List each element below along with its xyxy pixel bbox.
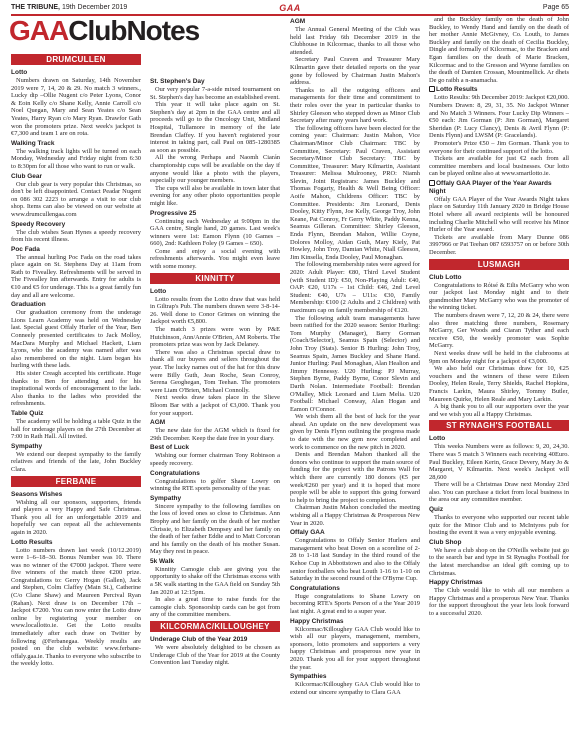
article-paragraph: Kilcormac/Killoughey GAA Club would like to wish all our players, management, members, sponsors, lotto promoters and supporters a very happy Christmas and prosperous new year in 2020. Thank you all for your support throughout the year. [290,625,420,671]
paper-name: THE TRIBUNE, 19th December 2019 [11,4,128,11]
article-paragraph: In also a great time to raise funds for the camogie club. Sponsorship cards can be got from any of the committee members. [150,596,280,619]
article-paragraph: Wishing all our sponsors, supporters, friends and players a very Happy and Safe Christmas. Thank you all for an unforgettable 2019 and hopefully we can repeat all the achievements again in 2020. [11,498,141,536]
masthead [11,4,569,14]
article-paragraph: Wishing our former chairman Tony Robinson a speedy recovery. [150,452,280,467]
section-heading-text: Walking Track [11,139,55,147]
article-paragraph: The new date for the AGM which is fixed for 29th December. Keep the date free in your diary. [150,427,280,442]
section-heading-text: AGM [290,18,306,25]
club-banner-kinnitty: KINNITTY [150,273,280,284]
section-heading-text: Congratulations [150,469,200,477]
article-paragraph: This year it will take place again on St. Stephen's day at 2pm in the GAA centre and all proceeds will go to the Oncology Unit, Midland Hospital, Tullamore in memory of the late Brendan Claffey. If you haven't registered your interest in taking part, call Paul on 085-1280385 as soon as possible. [150,101,280,154]
section-heading-text: Congratulations [290,584,340,592]
article-paragraph: Congratulations to Róisé & Eilis McGarry who won our jackpot last Monday night and to their grandmother Mary McGarry who was the promoter of the winning ticket. [429,281,569,312]
page-number: Page 65 [542,4,569,11]
section-heading [150,636,280,644]
section-heading [150,419,280,427]
club-banner-st-rynagh-s-football: ST RYNAGH'S FOOTBALL [429,420,569,431]
article-paragraph: The club wishes Sean Hynes a speedy recovery from his recent illness. [11,228,141,244]
section-heading-text: Quiz [429,506,444,514]
section-heading [290,529,420,537]
section-heading [429,506,569,514]
article-paragraph: Lotto numbers drawn last week (10/12.2019) were 1–6–18–30. Bonus Number was 10. There was no winner of the €7000 jackpot. There were five winners of the match three €200 prize. Congratulations to: Gerry Hogan (Gallen), Jack and Stephen, Colm Claffey (Main St.), Catherine (C/o Clane Shaw) and Maureen Percival Ryan (Rahan). Next draw is on December 17th – Jackpot €7200. You can now enter the Lotto draw online by registering your member on www.locallotto.ie. Get the Lotto results immediately after each draw on Twitter by following @Ferbanegaa. Weekly results are posted on the club website: www.ferbane-offaly.gaa.ie. Thanks to everyone who subscribe to the weekly lotto. [11,546,141,668]
issue-date: 19th December 2019 [60,4,128,11]
article-paragraph: The academy will be holding a table Quiz in the hall for underage players on the 27th December at 7:00 in Rath Hall. All invited. [11,417,141,441]
section-heading [150,558,280,566]
article-paragraph: The walking track lights will be turned on each Monday, Wednesday and Friday night from 6:30 to 8:30pm for all those who want to run or walk. [11,147,141,170]
article-paragraph: Kilcormac/Killoughey GAA Club would like to extend our sincere sympathy to Clara GAA [290,681,420,696]
section-heading [11,539,141,547]
section-heading [429,86,569,94]
article-paragraph: Numbers drawn on Saturday, 14th November 2019 were 7, 14, 20 & 29. No match 3 winners., Lucky dip –Ollie Nugent c/o Peter Lyons, Conor & Eoin Kelly c/o Shane Kelly, Annie Carroll c/o Noel Quegan, Mary and Sean Yeates c/o Sean Yeates, Harry Ryan c/o Mary Ryan. Drawfor Gath won the promoters prize. Next week's jackpot is €7,300 and team 1 are on rota. [11,77,141,138]
section-heading-text: Sympathies [290,673,327,681]
section-heading [11,246,141,254]
article-paragraph: His sister Creagh accepted his certificate. Huge thanks to Ben for attending and for his inspirational words of encouragement to the lads. Also thanks to the ladies who provided the refreshments. [11,370,141,408]
article-paragraph: This weeks Numbers were as follows: 9, 20, 24,30. There was 5 match 3 Winners each receiving 40Euro. Paul Buckley, Eileen Kerin, Grace Devery, Mary Jo & Margaret, V Kilmartin. Next week's Jackpot will 28,600 [429,443,569,481]
section-heading [150,444,280,452]
section-heading-text: Underage Club of the Year 2019 [150,636,248,644]
section-heading-text: Lotto [11,69,28,76]
section-heading [11,140,141,148]
section-heading-text: Happy Christmas [290,617,344,625]
section-heading-text: Progressive 25 [150,209,197,217]
section-heading [150,495,280,503]
column-4 [429,16,569,728]
article-paragraph: The numbers drawn were 7, 12, 20 & 24, there were also three matching three numbers, Rosemary McGarry, Ger Woods and Ciaran Tyther and each receive €50, the weekly promoter was Sophie McGarry. [429,312,569,350]
article-paragraph: Lotto results from the Lotto draw that was held in Giltrap's Pub. The numbers drawn were 3-8-14-26. Well done to Conor Grimes on winning the Jackpot worth €5,800. [150,295,280,326]
section-heading-text: Best of Luck [150,444,190,452]
section-heading-text: Lotto [429,435,446,443]
section-heading [11,221,141,229]
article-paragraph: We extend our deepest sympathy to the family relatives and friends of the late, John Buckley Clara. [11,450,141,473]
article-paragraph: Sincere sympathy to the following families on the loss of loved ones so close to Christmas. Ann Brophy and her family on the death of her mother Chrissie, to Elizabeth Dempsey and her family on the death of her father Eddie and to Matt Corcoran and his family on the death of his mother Susan. May they rest in peace. [150,502,280,556]
article-paragraph: There was also a Christmas special draw to thank all our buyers and sellers throughout the year. The lucky names out of the hat for this draw were Billy Guth, Jean Roche, Sean Conroy, Serena Geoghegan, Tom Teehan. The promoters were Liam O'Brien, Michael Connolly. [150,348,280,394]
section-heading [429,579,569,587]
section-heading-text: Sympathy [150,494,182,502]
article-paragraph: We were absolutely delighted to be chosen as Underage Club of the Year for 2019 at the County Convention last Tuesday night. [150,644,280,667]
column-1 [11,52,141,728]
dice-icon [429,86,435,92]
section-heading-text: AGM [150,419,166,427]
section-heading-text: Table Quiz [11,409,44,417]
article-paragraph: The following officers have been elected for the coming year: Chairman: Justin Mahon, Vice Chairman/Minor Club Chairman: TBC by Committee, Secretary: Paul Craven, Assistant Secretary/Minor Club Secretary: TBC by Committee, Treasurer: Mary Kilmartin, Assistant Treasurer: Melissa Mulrooney, PRO: Niamh Slevin, Joint Registrars: James Buckley and Thomas Fogarty, Health & Well Being Officer: Aoife Mahon, Childrens Officer: TBC by Committee. Presidents: Jim Leonard, Denis Dooley, Kitty Flynn, Joe Kelly, George Troy, John Keane, Pat Conroy, Fr Gerry White, Paddy Kenna, Seamus Gilleran. Committee: Shirley Gleeson, Enda Flynn, Brendan Mahon, Willie Coyne, Dolores Molloy, Aidan Guth, Mary Kiely, Pat Howley, John Troy, Damian White, Niall Gleeson, Jim Kinsella, Enda Dooley, Paul Monaghan. [290,124,420,261]
article-paragraph: The cups will also be available in town later that evening for any other photo opportunities people might like. [150,184,280,207]
article-paragraph: Next weeks draw takes place in the Slieve Bloom Bar with a jackpot of €3,000. Thank you for your support. [150,394,280,417]
trophy-icon [429,180,435,186]
article-paragraph: The Annual General Meeting of the Club was held last Friday 6th December 2019 in the Clubhouse in Kilcormac, thanks to all those who attended. [290,26,420,56]
section-heading [11,443,141,451]
article-paragraph: Next weeks draw will be held in the clubrooms at 9pm on Monday night for a jackpot of €3,000. [429,349,569,365]
article-paragraph: The annual hurling Poc Fada on the road takes place again on St. Stephens Day at 11am from Rath to Fivealley. Refreshments will be served in The Fivealley Inn afterwards. Entry for adults is €10 and €5 for underage. This is a great family fun day and all are welcome. [11,253,141,299]
section-heading-text: St. Stephen's Day [150,78,205,85]
section-heading-text: Club Lotto [429,273,462,281]
section-heading-text: Poc Fada [11,245,40,253]
article-paragraph: The match 3 prizes were won by P&E Hutchinson, Ann/Annie O'Brien, AM Roberts. The promoters prize was won by Jack Delaney. [150,326,280,349]
section-heading [429,274,569,282]
section-name: GAA [279,3,301,13]
article-paragraph: Secretary Paul Craven and Treasurer Mary Kilmartin gave their detailed reports on the year gone by followed by Chairman Justin Mahon's address. [290,56,420,87]
article-paragraph: Congratulations to Offaly Senior Hurlers and management who beat Down on a scoreline of 2-28 to 1-18 last Sunday in the third round of the Kehoe Cup in Abbottstown and also to the Offaly senior footballers who beat Louth 1-16 to 1-10 on Saturday in the second round of the O'Byrne Cup. [290,537,420,583]
article-paragraph: Come and enjoy a social evening with refreshments afterwards. You might even leave with some money. [150,247,280,271]
article-paragraph: A big thank you to all our supporters over the year and we wish you all a Happy Christmas. [429,403,569,418]
title-gaa: GAA [9,15,69,46]
article-paragraph: Denis and Brendan Mahon thanked all the donors who continue to support the main source of funding for the project with the Patrons Wall for which there are currently 180 donors (€5 per week/€260 per year) and it is hoped that more people will be able to support this going forward to help to bring the project to completion. [290,451,420,504]
section-heading-text: 5k Walk [150,557,174,565]
section-heading [429,435,569,443]
club-banner-lusmagh: LUSMAGH [429,259,569,270]
section-heading-text: Club Shop [429,538,462,546]
section-heading [11,301,141,309]
article-paragraph: There will be a Christmas Draw next Monday 23rd also. You can purchase a ticket from local business in the area our any committee member. [429,481,569,504]
section-heading-text: Speedy Recovery [11,220,66,228]
article-paragraph: Our very popular 7-a-side mixed tournament on St. Stephen's day has become an established event. [150,86,280,101]
club-banner-kilcormac-killoughey: KILCORMAC/KILLOUGHEY [150,621,280,632]
article-paragraph: We wish them all the best of luck for the year ahead. An update on the new development was given by Denis Flynn outlining the progress made to date with the new gym now completed and work to commence on the new pitch in 2020. [290,413,420,451]
section-heading-text: Graduation [11,301,46,309]
article-paragraph: The following membership rates were agreed for 2020: Adult Player: €80, Third Level Student (with Student ID): €50, Non-Playing Adult: €40, OAP: €20, U17s – 1st Child: €46, 2nd Level Student: €40, U7s – U11s: €30, Family Membership: €100 (2 Adults and 2 Children) with maximum cap on family membership of €120. [290,261,420,314]
column-2 [150,76,280,728]
section-heading [11,410,141,418]
section-heading [150,78,280,86]
section-heading [11,173,141,181]
article-paragraph: Tickets are available for just €2 each from all committee members and local businesses. Our lotto can be played online also at www.smartlotto.ie. [429,155,569,178]
section-heading [290,585,420,593]
article-paragraph: Lotto Results: 9th December 2019: Jackpot €20,000. Numbers Drawn: 8, 29, 31, 35. No Jackpot Winner and No Match 3 Winners. Four Lucky Dip Winners – €50 each: Jim Gorman (P: Jim Gorman), Margaret Sheridan (P: Lucy Clancy), Denis & Avril Flynn (P: Denis Flynn) and LWSM (P: Gracelands). [429,94,569,140]
section-heading [150,210,280,218]
section-heading-text: Lotto Results [11,538,53,546]
section-heading [150,288,280,296]
article-paragraph: Thanks to all the outgoing officers and managements for their time and commitment to their roles over the year in particular thanks to Shirley Gleeson who stepped down as Minor Club Secretary after many years hard work. [290,86,420,125]
section-heading-text: Offaly GAA [290,529,325,537]
section-heading [290,18,420,26]
article-paragraph: All the wrong Perhaps and Naomh Ciarán championship cups will be available on the day if anyone would like a photo with the players, especially our younger members. [150,154,280,185]
page-title [9,16,199,46]
section-heading [290,673,420,681]
article-paragraph: Continuing each Wednesday at 9:00pm in the GAA centre, Single hand, 20 games. Last week's winners were 1st: Eamon Flynn (10 Games – 660), 2nd: Kathleen Foley (9 Games – 650). [150,217,280,248]
article-paragraph: Huge congratulations to Shane Lowry on becoming RTE's Sports Person of a the Year 2019 last night. A great end to a super year. [290,592,420,615]
article-paragraph: The Club would like to wish all our members a Happy Christmas and a prosperous New Year. Thanks for the support throughout the year lets look forward to a successful 2020. [429,587,569,617]
title-club-notes: ClubNotes [68,15,200,46]
article-paragraph: Tickets are available from Mary Dunne 086 3997966 or Pat Teehan 087 6593757 on or before 30th December. [429,233,569,257]
club-banner-drumcullen: DRUMCULLEN [11,54,141,65]
section-heading [429,539,569,547]
article-paragraph: Promoter's Prize €50 – Jim Gorman. Thank you to everyone for their continued support of the lotto. [429,139,569,155]
section-heading-text: Offaly GAA Player of the Year Awards Night [429,179,552,195]
article-paragraph: Thanks to everyone who supported our recent table quiz for the Minor Club and to McIntyres pub for hosting the event it was a very enjoyable evening. [429,514,569,537]
article-paragraph: We have a club shop on the O'Neills website just go to the search bar and type in St Rynaghs Football for the latest merchandise an ideal gift coming up to Christmas. [429,546,569,577]
section-heading [11,491,141,499]
article-paragraph: Our club gear is very popular this Christmas, so don't be left disappointed. Contact Peadar Nugent on 086 302 2223 to arrange a visit to our club shop. Items can also be viewed on our website at www.drumcullengaa.com [11,180,141,218]
article-paragraph: Congratulations to golfer Shane Lowry on winning the RTE sports personality of the year. [150,477,280,493]
section-heading [290,618,420,626]
section-heading-text: Sympathy [11,442,43,450]
section-heading-text: Lotto Results [436,86,478,94]
article-paragraph: Kinnitty Camogie club are giving you the opportunity to shake off the Christmas excess with a 5K walk starting in the GAA field on Sunday 5th Jan 2020 at 12:15pm. [150,565,280,596]
article-paragraph: Offaly GAA Player of the Year Awards Night takes place on Saturday 11th January 2020 in Bridge House Hotel where all award recipients will be honoured including Charlie Mitchell who will receive his Minor Hurler of the Year award. [429,195,569,234]
section-heading-text: Happy Christmas [429,579,483,587]
section-heading [150,470,280,478]
section-heading [11,69,141,77]
article-paragraph: and the Buckley family on the death of John Buckley, to Wendy Hand and family on the death of her mother Annie McGivney, Co. Louth, to James Buckley and family on the death of Cecilia Buckley, Dingle and formally of Kilcormac, to the Bracken and Egan families on the death of Marie Bracken, Kilcormac and to the Gresson and Wynne families on the death of Damien Crossan, Mountmellick. Ar dheis De go raibh a n-anamacha. [429,16,569,84]
column-3 [290,16,420,728]
article-paragraph: Our graduation ceremony from the underage Lions Learn Academy was held on Wednesday last. Special guest Offaly Hurler of the Year, Ben Conneely presented certificates to Jack Molloy, MacDara Murphy and Michael Hackett, Liam Lyons, who the academy was named after was also remembered on the night. Liam began his hurling with these lads. [11,309,141,370]
section-heading-text: Seasons Wishes [11,490,63,498]
section-heading-text: Lotto [150,287,167,295]
article-paragraph: We also held our Christmas draw for 10, €25 vouchers and the winners of these were Eileen Dooley, Helen Reale, Terry Shields, Rachel Hopkins, Francis Larkin, Maura Shirley, Tommy Butler, Maureen Quirke, Helen Reale and Mary Larkin. [429,365,569,403]
article-paragraph: The following adult team managements have been ratified for the 2020 season: Senior Hurling: Tom Murphy (Manager), Barry Gorman (Coach/Selector), Seamus Spain (Selector) and John Troy (Stats). Senior B Hurling: John Troy, Seamus Spain, James Buckley and Shane Hand. Junior Hurling: Paul Monaghan, Alan Healion and Jimmy Hennessy. U20 Hurling: PJ Murray, Stephen Byrne, Paddy Byrne, Conor Slevin and Darth Nolan. Intermediate Football: Brendan O'Malley, Mick Leonard and Liam Melia. U20 Football: Michael Conway, Alan Hogan and Eamon O'Connor. [290,314,420,413]
section-heading [429,180,569,196]
club-banner-ferbane: FERBANE [11,476,141,487]
article-paragraph: Chairman Justin Mahon concluded the meeting wishing all a Happy Christmas & Prosperous New Year in 2020. [290,504,420,527]
section-heading-text: Club Gear [11,172,43,180]
